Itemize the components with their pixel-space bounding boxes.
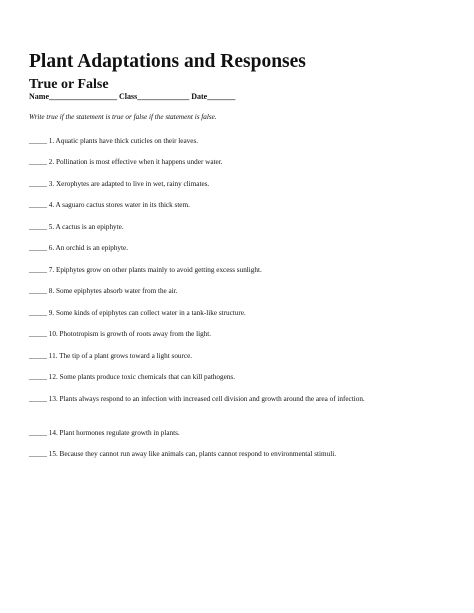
question-item: _____ 6. An orchid is an epiphyte.: [29, 244, 129, 252]
question-item: _____ 3. Xerophytes are adapted to live in wet, rainy climates.: [29, 180, 210, 188]
page-title: Plant Adaptations and Responses: [29, 51, 306, 72]
question-item: _____ 10. Phototropism is growth of roots away from the light.: [29, 330, 212, 338]
question-item: _____ 5. A cactus is an epiphyte.: [29, 223, 124, 231]
question-item: _____ 9. Some kinds of epiphytes can collect water in a tank-like structure.: [29, 309, 246, 317]
name-class-date-line: Name_________________ Class_____________ Date_______: [29, 92, 236, 101]
question-item: _____ 13. Plants always respond to an infection with increased cell division and growth around the area of infection.: [29, 395, 365, 403]
question-item: _____ 15. Because they cannot run away like animals can, plants cannot respond to environmental stimuli.: [29, 450, 336, 458]
question-item: _____ 14. Plant hormones regulate growth in plants.: [29, 429, 180, 437]
question-item: _____ 7. Epiphytes grow on other plants mainly to avoid getting excess sunlight.: [29, 266, 262, 274]
question-item: _____ 2. Pollination is most effective when it happens under water.: [29, 158, 223, 166]
instructions-text: Write true if the statement is true or false if the statement is false.: [29, 113, 217, 121]
question-item: _____ 11. The tip of a plant grows toward a light source.: [29, 352, 193, 360]
question-item: _____ 8. Some epiphytes absorb water from the air.: [29, 287, 178, 295]
question-item: _____ 12. Some plants produce toxic chemicals that can kill pathogens.: [29, 373, 235, 381]
question-item: _____ 1. Aquatic plants have thick cuticles on their leaves.: [29, 137, 199, 145]
section-subtitle: True or False: [29, 77, 109, 92]
question-item: _____ 4. A saguaro cactus stores water in its thick stem.: [29, 201, 190, 209]
